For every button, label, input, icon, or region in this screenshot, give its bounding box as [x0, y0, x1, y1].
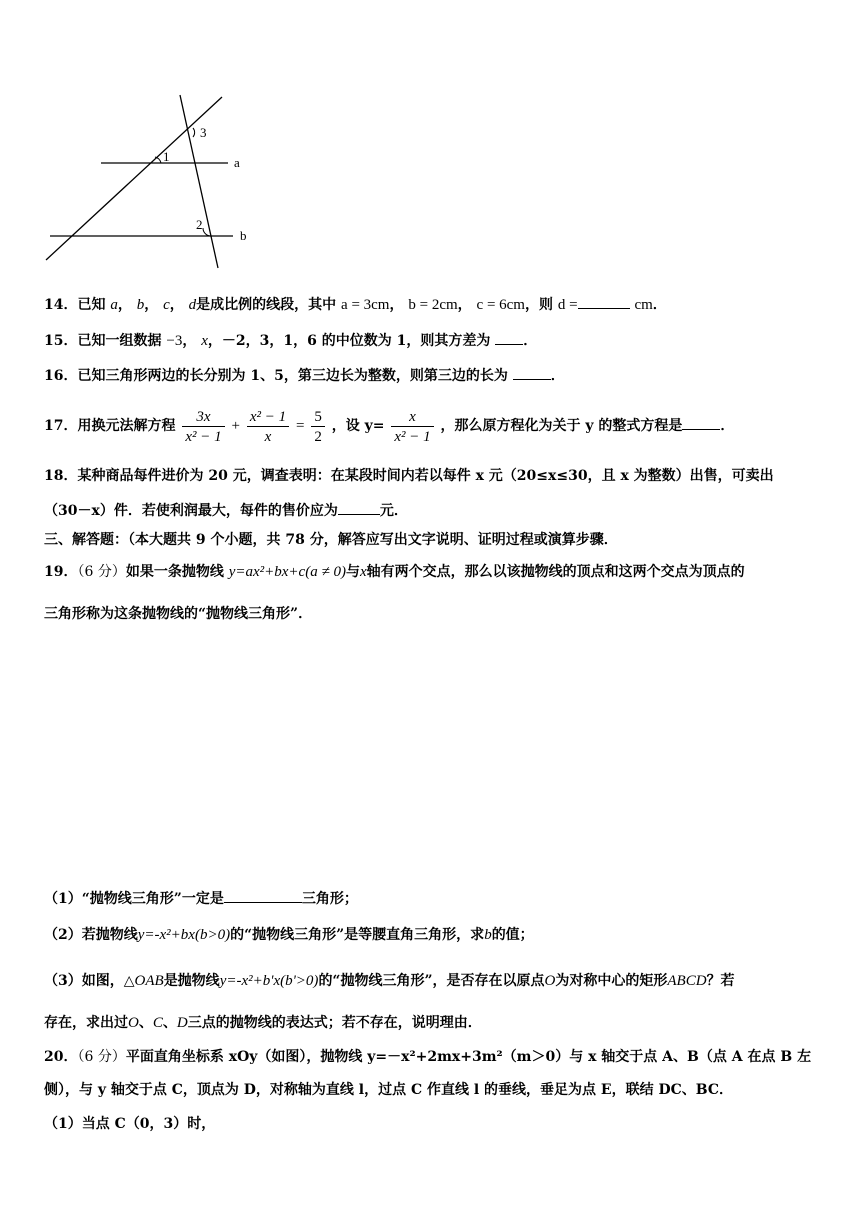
rect-abcd: ABCD [667, 973, 707, 989]
numerator: 3x [196, 408, 211, 425]
var-b: b [484, 927, 492, 943]
eq-a: a = 3cm [341, 297, 390, 313]
text: 用换元法解方程 [77, 418, 176, 434]
fraction-5-2 [311, 407, 325, 446]
text: 三角形； [301, 891, 358, 907]
text: 平面直角坐标系 xOy（如图），抛物线 y=－x²+2mx+3m²（m＞0）与 x 轴交于点 A、B（点 A 在点 B 左 [125, 1049, 812, 1065]
sep: ， [144, 297, 159, 313]
point-d: D [176, 1015, 188, 1031]
text: 的“抛物线三角形”，是否存在以原点 [318, 973, 545, 989]
denominator: x² − 1 [185, 428, 222, 445]
text: 三角形称为这条抛物线的“抛物线三角形”． [44, 606, 313, 622]
question-20-line-2 [44, 1080, 733, 1100]
text: 为对称中心的矩形 [555, 973, 668, 989]
question-number: 17． [44, 418, 78, 434]
text: ，则 [524, 297, 553, 313]
line-label-a: a [234, 155, 240, 170]
text: （30－x）件．若使利润最大，每件的售价应为 [44, 503, 338, 519]
text: 元． [379, 503, 408, 519]
point-o: O [128, 1015, 139, 1031]
text: 已知一组数据 [77, 333, 162, 349]
question-19-line-1 [44, 562, 745, 582]
angle-label-2: 2 [196, 217, 203, 232]
var-x: x [359, 564, 367, 580]
text: ？若 [706, 973, 735, 989]
text: 某种商品每件进价为 20 元，调查表明：在某段时间内若以每件 x 元（20≤x≤30，且 x 为整数）出售，可卖出 [77, 468, 774, 484]
var-a: a [110, 297, 118, 313]
neg-three: −3 [166, 333, 183, 349]
question-14 [44, 294, 667, 315]
denominator: 2 [314, 428, 322, 445]
question-19-part-3-line-2 [44, 1013, 482, 1033]
line-label-b: b [240, 228, 247, 243]
angle-label-3: 3 [200, 125, 207, 140]
question-19-part-3-line-1 [44, 971, 735, 991]
text: 与 [345, 564, 360, 580]
question-number: 19． [44, 564, 78, 580]
sep: 、 [162, 1015, 177, 1031]
answer-blank [224, 888, 302, 903]
end: ． [523, 333, 538, 349]
point-o: O [544, 973, 556, 989]
question-16 [44, 365, 565, 386]
numerator: x² − 1 [249, 408, 287, 425]
question-18-line-1 [44, 466, 774, 486]
answer-blank [338, 500, 380, 515]
sep: ， [457, 297, 472, 313]
question-number: 20． [44, 1049, 78, 1065]
text: 是成比例的线段，其中 [196, 297, 337, 313]
points: （6 分） [77, 1049, 126, 1065]
text: （3）如图，△ [44, 973, 135, 989]
parallel-lines-figure [40, 88, 260, 273]
question-20-line-1 [44, 1047, 811, 1067]
text: 三点的抛物线的表达式；若不存在，说明理由． [187, 1015, 482, 1031]
text: 如果一条抛物线 [125, 564, 224, 580]
text: 已知三角形两边的长分别为 1、5，第三边长为整数，则第三边的长为 [77, 368, 508, 384]
question-number: 15． [44, 333, 78, 349]
equation: y=-x²+b'x(b'>0) [219, 973, 319, 989]
fraction-x2 [247, 407, 289, 446]
var-d: d [188, 297, 197, 313]
equals: = [296, 418, 305, 434]
question-number: 14． [44, 297, 78, 313]
equation: y=-x²+bx(b>0) [137, 927, 231, 943]
sep: ， [389, 297, 404, 313]
question-19-line-2 [44, 604, 312, 624]
answer-blank [682, 415, 720, 430]
question-18-line-2 [44, 500, 408, 521]
text: ，那么原方程化为关于 y 的整式方程是 [440, 418, 683, 434]
question-20-part-1 [44, 1114, 215, 1134]
var-c: c [163, 297, 170, 313]
var-b: b [136, 297, 145, 313]
text: 侧），与 y 轴交于点 C，顶点为 D，对称轴为直线 l，过点 C 作直线 l 的垂线，垂足为点 E，联结 DC、BC． [44, 1082, 733, 1098]
angle-label-1: 1 [163, 149, 170, 164]
fraction-y [391, 407, 433, 446]
text: 已知 [77, 297, 106, 313]
points: （6 分） [77, 564, 126, 580]
denominator: x² − 1 [394, 428, 431, 445]
unit: cm [634, 297, 653, 313]
end: ． [652, 297, 667, 313]
question-17 [44, 404, 734, 448]
text: ，－2，3，1，6 的中位数为 1，则其方差为 [207, 333, 491, 349]
fraction-3x [182, 407, 224, 446]
question-19-part-1 [44, 888, 358, 909]
plus: + [231, 418, 240, 434]
question-19-part-2 [44, 925, 534, 945]
answer-blank [513, 365, 551, 380]
text: 三、解答题：（本大题共 9 个小题，共 78 分，解答应写出文字说明、证明过程或演算步骤． [44, 532, 618, 548]
text: 的值； [491, 927, 534, 943]
eq-b: b = 2cm [408, 297, 458, 313]
triangle-oab: OAB [134, 973, 164, 989]
numerator: 5 [314, 408, 322, 425]
numerator: x [409, 408, 416, 425]
answer-blank [495, 330, 523, 345]
end: ． [720, 418, 735, 434]
text: 存在，求出过 [44, 1015, 128, 1031]
sep: 、 [138, 1015, 153, 1031]
denominator: x [264, 428, 272, 445]
angle-3-arc [193, 128, 195, 137]
equation: y=ax²+bx+c(a ≠ 0) [228, 564, 346, 580]
text: 轴有两个交点，那么以该抛物线的顶点和这两个交点为顶点的 [366, 564, 745, 580]
answer-blank [578, 294, 630, 309]
text: （1）“抛物线三角形”一定是 [44, 891, 224, 907]
text: 的“抛物线三角形”是等腰直角三角形，求 [230, 927, 485, 943]
text: （2）若抛物线 [44, 927, 138, 943]
eq-c: c = 6cm [476, 297, 525, 313]
question-number: 18． [44, 468, 78, 484]
eq-d: d = [557, 297, 578, 313]
text: （1）当点 C（0，3）时， [44, 1116, 216, 1132]
section-3-heading [44, 530, 618, 550]
question-15 [44, 330, 537, 351]
point-c: C [152, 1015, 163, 1031]
var-x: x [201, 333, 208, 349]
end: ． [550, 368, 565, 384]
text: ，设 y= [331, 418, 385, 434]
sep: ， [117, 297, 132, 313]
sep: ， [169, 297, 184, 313]
transversal-steep [180, 95, 218, 268]
question-number: 16． [44, 368, 78, 384]
text: 是抛物线 [163, 973, 220, 989]
sep: ， [182, 333, 197, 349]
